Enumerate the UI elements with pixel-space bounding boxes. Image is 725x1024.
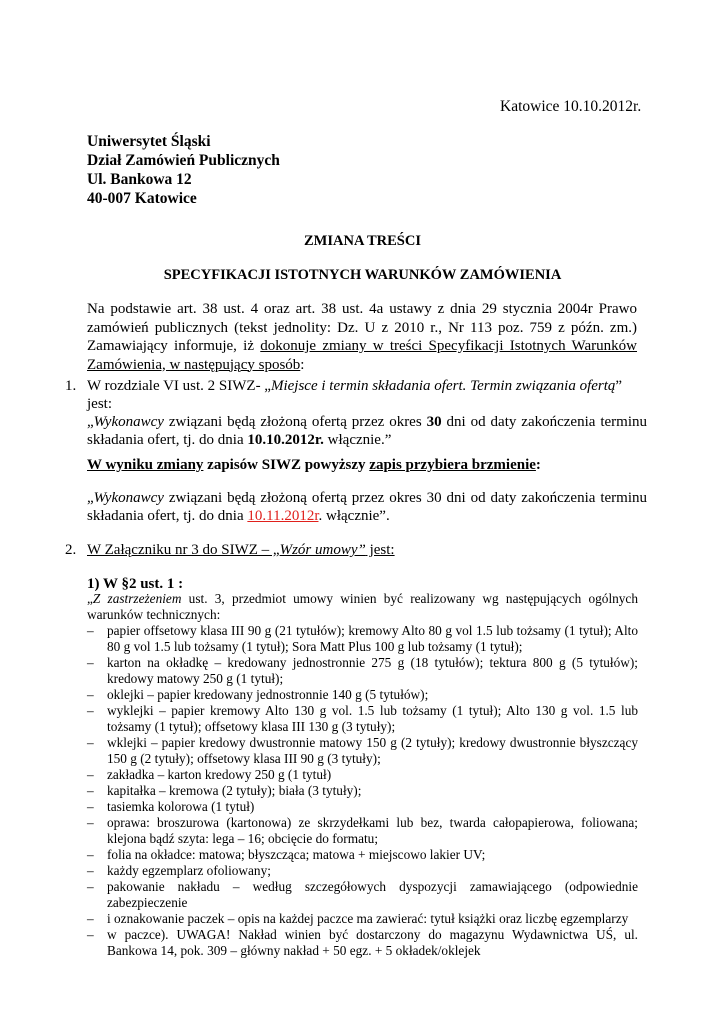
item-2-heading: [87, 541, 637, 559]
document-title: ZMIANA TREŚCI: [304, 233, 421, 249]
item-number: 2.: [65, 542, 77, 558]
list-item-text: i oznakowanie paczek – opis na każdej paczce ma zawierać: tytuł książki oraz liczbę egzemplarzy: [107, 911, 629, 926]
list-item: [87, 703, 638, 735]
quote-italic: Wykonawcy: [93, 414, 164, 430]
item-1-heading: [87, 377, 647, 395]
recipient-address: [87, 132, 280, 208]
list-item: [87, 799, 638, 815]
list-item-text: zakładka – karton kredowy 250 g (1 tytuł): [107, 767, 332, 782]
section-paragraph-ref: 1) W §2 ust. 1 :: [87, 576, 184, 592]
list-item: [87, 863, 638, 879]
change-notice-text: zapisów SIWZ powyższy: [203, 457, 370, 473]
item-1-text: ”: [615, 378, 623, 394]
item-2-text: jest:: [365, 542, 395, 558]
item-2-text: W Załączniku nr 3 do SIWZ – „: [87, 542, 280, 558]
change-notice-text: :: [535, 457, 541, 473]
list-item-text: pakowanie nakładu – według szczegółowych dyspozycji zamawiającego (odpowiednie zabezpieczenie: [107, 879, 638, 910]
dash-bullet: –: [87, 687, 94, 702]
quote-mark: „: [87, 414, 94, 430]
dash-bullet: –: [87, 767, 94, 782]
new-wording-line: [87, 507, 647, 525]
intro-text: :: [300, 356, 305, 373]
intro-line: [87, 337, 637, 356]
quote-italic: Z zastrzeżeniem: [92, 591, 182, 606]
list-item: [87, 655, 638, 687]
document-subtitle: SPECYFIKACJI ISTOTNYCH WARUNKÓW ZAMÓWIENIA: [163, 267, 562, 283]
list-item-text: folia na okładce: matowa; błyszcząca; matowa + miejscowo lakier UV;: [107, 847, 486, 862]
list-item: [87, 911, 638, 927]
quote-date: 10.10.2012r.: [247, 432, 324, 448]
conditions-intro-line: [87, 591, 638, 607]
dash-bullet: –: [87, 815, 94, 830]
quote-text: składania ofert, tj. do dnia: [87, 432, 248, 448]
intro-text: Zamawiający informuje, iż: [87, 338, 261, 354]
quote-mark: „: [87, 591, 93, 606]
intro-line: zamówień publicznych (tekst jednolity: Dz. U z 2010 r., Nr 113 poz. 759 z późn. zm.): [87, 319, 637, 336]
item-number: 1.: [65, 378, 77, 394]
dash-bullet: –: [87, 735, 94, 750]
quote-text: dni od daty zakończenia terminu: [441, 414, 647, 430]
intro-paragraph: [87, 300, 637, 374]
change-notice-underlined: W wyniku zmiany: [87, 457, 204, 473]
dash-bullet: –: [87, 655, 94, 670]
list-item: [87, 735, 638, 767]
intro-underlined-text: Zamówienia, w następujący sposób: [87, 356, 301, 373]
dash-bullet: –: [87, 623, 94, 638]
technical-conditions: [87, 591, 638, 959]
list-item-text: każdy egzemplarz ofoliowany;: [107, 863, 271, 878]
conditions-text: ust. 3, przedmiot umowy winien być realizowany wg następujących ogólnych: [181, 591, 638, 606]
dash-bullet: –: [87, 927, 94, 942]
list-item-text: kapitałka – kremowa (2 tytuły); biała (3 tytuły);: [107, 783, 362, 798]
list-item: [87, 767, 638, 783]
list-item: [87, 879, 638, 911]
quote-text: . włącznie”.: [318, 508, 390, 524]
quote-text: włącznie.”: [323, 432, 392, 448]
list-item-text: oklejki – papier kredowany jednostronnie 140 g (5 tytułów);: [107, 687, 429, 702]
dash-bullet: –: [87, 703, 94, 718]
item-1-text: W rozdziale VI ust. 2 SIWZ- „: [87, 378, 271, 394]
document-date: Katowice 10.10.2012r.: [500, 98, 642, 115]
address-line: Uniwersytet Śląski: [87, 133, 211, 150]
list-item-text: wklejki – papier kredowy dwustronnie matowy 150 g (2 tytuły); kredowy dwustronnie błyszczący 150 g (2 tytuły); offsetowy klasa III 90 g (3 tytuły);: [107, 735, 638, 766]
intro-underlined-text: dokonuje zmiany w treści Specyfikacji Istotnych Warunków: [260, 338, 638, 354]
dash-bullet: –: [87, 863, 94, 878]
item-1-italic-text: Miejsce i termin składania ofert. Termin związania ofertą: [270, 378, 616, 394]
quote-mark: „: [87, 490, 94, 506]
item-1: [87, 377, 647, 449]
conditions-list: [87, 623, 638, 959]
list-item: [87, 847, 638, 863]
list-item: [87, 927, 638, 959]
dash-bullet: –: [87, 847, 94, 862]
change-notice-underlined: zapis przybiera brzmienie: [369, 457, 536, 473]
dash-bullet: –: [87, 783, 94, 798]
list-item: [87, 783, 638, 799]
change-notice: [87, 456, 647, 474]
quote-text: związani będą złożoną ofertą przez okres: [163, 414, 427, 430]
quote-text: składania ofert, tj. do dnia: [87, 508, 248, 524]
list-item: [87, 687, 638, 703]
list-item-text: oprawa: broszurowa (kartonowa) ze skrzydełkami lub bez, twarda całopapierowa, foliowana; klejona bądź szyta: lega – 16; obcięcie do formatu;: [107, 815, 638, 846]
dash-bullet: –: [87, 879, 94, 894]
intro-line: [87, 356, 637, 375]
item-1-jest: jest:: [87, 396, 112, 412]
quote-days: 30: [426, 414, 442, 430]
list-item: [87, 623, 638, 655]
dash-bullet: –: [87, 799, 94, 814]
list-item-text: karton na okładkę – kredowany jednostronnie 275 g (18 tytułów); tektura 800 g (5 tytułów); kredowy matowy 250 g (1 tytuł);: [107, 655, 638, 686]
item-1-quote-line: [87, 431, 647, 449]
new-date-highlight: 10.11.2012r: [247, 508, 319, 524]
dash-bullet: –: [87, 911, 94, 926]
item-1-quote-line: [87, 413, 647, 431]
item-2-italic-text: Wzór umowy”: [279, 542, 366, 558]
address-line: 40-007 Katowice: [87, 190, 197, 207]
list-item-text: tasiemka kolorowa (1 tytuł): [107, 799, 255, 814]
list-item-text: papier offsetowy klasa III 90 g (21 tytułów); kremowy Alto 80 g vol 1.5 lub tożsamy (1 tytuł); Alto 80 g vol 1.5 lub tożsamy (1 tytuł); Sora Matt Plus 100 g lub tożsamy (1 tytuł);: [107, 623, 638, 654]
quote-italic: Wykonawcy: [93, 490, 164, 506]
list-item: [87, 815, 638, 847]
new-wording-line: [87, 489, 647, 507]
quote-text: związani będą złożoną ofertą przez okres 30 dni od daty zakończenia terminu: [163, 490, 647, 506]
address-line: Ul. Bankowa 12: [87, 171, 192, 188]
intro-line: Na podstawie art. 38 ust. 4 oraz art. 38 ust. 4a ustawy z dnia 29 stycznia 2004r Prawo: [87, 301, 637, 317]
list-item-text: wyklejki – papier kremowy Alto 130 g vol. 1.5 lub tożsamy (1 tytuł); Alto 130 g vol. 1.5 lub tożsamy (1 tytuł); offsetowy klasa III 130 g (3 tytuły);: [107, 703, 638, 734]
conditions-intro-line: warunków technicznych:: [87, 607, 221, 622]
new-wording: [87, 489, 647, 525]
list-item-text: w paczce). UWAGA! Nakład winien być dostarczony do magazynu Wydawnictwa UŚ, ul. Bankowa 14, pok. 309 – główny nakład + 50 egz. + 5 okładek/oklejek: [107, 927, 638, 958]
address-line: Dział Zamówień Publicznych: [87, 152, 280, 169]
